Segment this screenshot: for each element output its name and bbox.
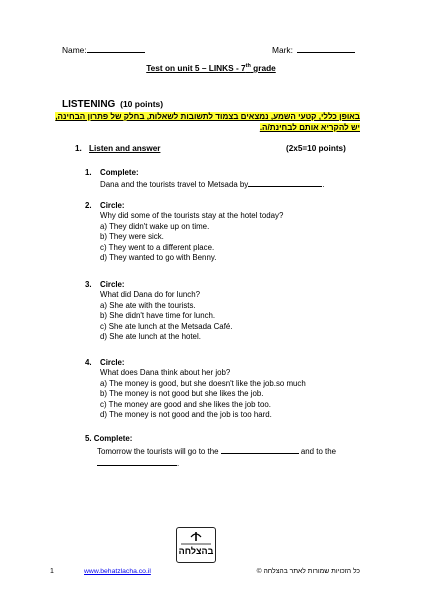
exercise-points: (2x5=10 points): [286, 144, 346, 153]
q2-option-b[interactable]: b) They were sick.: [100, 232, 164, 242]
q5-blank-1[interactable]: [221, 445, 299, 454]
q4-option-c[interactable]: c) The money are good and she likes the job too.: [100, 399, 271, 409]
q3-option-d[interactable]: d) She ate lunch at the hotel.: [100, 332, 201, 342]
q1-end: .: [322, 180, 325, 190]
website-link[interactable]: www.behatzlacha.co.il: [84, 568, 151, 575]
section-title: LISTENING: [62, 99, 116, 110]
question-2: [100, 201, 283, 263]
q4-text: What does Dana think about her job?: [100, 368, 231, 378]
section-heading: [62, 98, 163, 111]
q4-number: 4.: [85, 358, 92, 367]
page-title: [0, 60, 422, 74]
site-logo: [176, 527, 216, 563]
exercise-number: 1.: [75, 144, 82, 153]
mark-label: Mark:: [272, 45, 293, 55]
q5-text-pre: Tomorrow the tourists will go to the: [97, 447, 219, 456]
q4-option-b[interactable]: b) The money is not good but she likes the job.: [100, 389, 264, 399]
copyright-text: כל הזכויות שמורות לאתר בהצלחה ©: [256, 568, 360, 575]
question-4: [100, 358, 306, 420]
hebrew-instructions-line1: [55, 112, 360, 122]
mark-blank[interactable]: [297, 44, 355, 53]
q2-type: Circle:: [100, 201, 125, 210]
q2-option-d[interactable]: d) They wanted to go with Benny.: [100, 253, 217, 263]
q3-option-b[interactable]: b) She didn't have time for lunch.: [100, 311, 216, 321]
title-main: Test on unit 5 – LINKS - 7: [146, 62, 246, 73]
q5-label: 5. Complete:: [85, 434, 133, 443]
q3-number: 3.: [85, 280, 92, 289]
name-field: [62, 44, 145, 55]
q5-blank-2[interactable]: [97, 457, 180, 468]
title-superscript: th: [245, 63, 251, 69]
q2-number: 2.: [85, 201, 92, 210]
q5-end: .: [177, 459, 180, 468]
q1-text: Dana and the tourists travel to Metsada by: [100, 180, 249, 190]
name-blank[interactable]: [87, 44, 145, 53]
q1-line: [100, 178, 324, 190]
q3-text: What did Dana do for lunch?: [100, 290, 201, 300]
q3-option-a[interactable]: a) She ate with the tourists.: [100, 300, 196, 310]
q1-type: Complete:: [100, 168, 139, 177]
q5-line2: [97, 457, 179, 470]
title-grade: grade: [250, 62, 276, 73]
hebrew-instructions-line2: [260, 123, 360, 133]
q4-option-d[interactable]: d) The money is not good and the job is too hard.: [100, 410, 272, 420]
exercise-title: Listen and answer: [89, 144, 161, 153]
q3-option-c[interactable]: c) She ate lunch at the Metsada Café.: [100, 321, 233, 331]
q2-option-a[interactable]: a) They didn't wake up on time.: [100, 221, 210, 231]
question-3: [100, 280, 232, 342]
q2-option-c[interactable]: c) They went to a different place.: [100, 242, 215, 252]
logo-mark-icon: [177, 528, 215, 562]
q4-option-a[interactable]: a) The money is good, but she doesn't like the job.so much: [100, 378, 306, 388]
hebrew-instructions-text2: יש להקריא אותם לבחינת/ה.: [259, 123, 360, 132]
q1-blank[interactable]: [248, 178, 325, 190]
logo-text: בהצלחה: [178, 546, 214, 556]
q1-number: 1.: [85, 168, 92, 177]
q4-type: Circle:: [100, 358, 125, 367]
q2-text: Why did some of the tourists stay at the hotel today?: [100, 211, 284, 221]
name-label: Name:: [62, 45, 87, 55]
hebrew-instructions-text1: באופן כללי, קטעי השמע, נמצאים בצמוד לתשובות לשאלות, בחלק של פתרון הבחינה,: [55, 112, 360, 121]
section-points: (10 points): [120, 99, 164, 109]
question-1: [100, 168, 324, 191]
page-number: 1: [50, 568, 54, 575]
q5-text-mid: and to the: [300, 447, 336, 456]
mark-field: [272, 44, 355, 55]
q3-type: Circle:: [100, 280, 125, 289]
